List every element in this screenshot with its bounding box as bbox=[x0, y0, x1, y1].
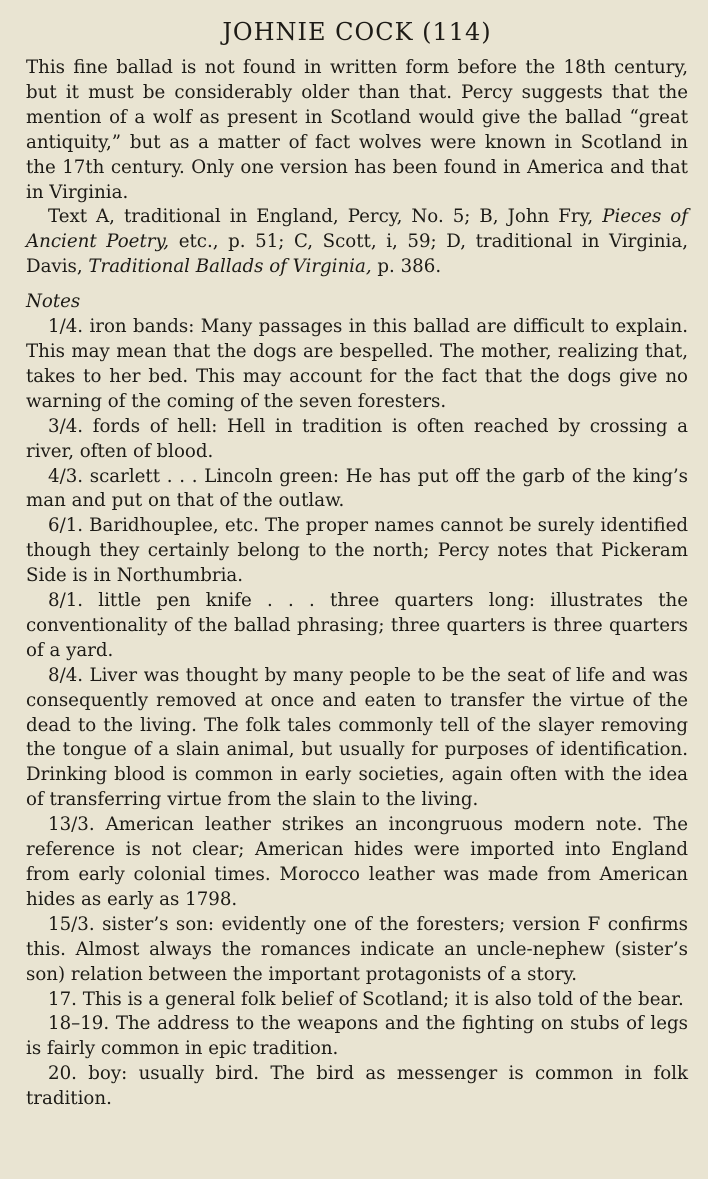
texts-title-davis: Traditional Ballads of Virginia, bbox=[88, 256, 372, 278]
note-17: 17. This is a general folk belief of Scotland; it is also told of the bear. bbox=[48, 988, 684, 1010]
note-8-1: 8/1. little pen knife . . . three quarters long: illustrates the conventionality of the ballad phrasing; three quarters is three quarters of a yard. bbox=[26, 590, 688, 661]
texts-part-2: etc., p. 51; C, Scott, i, 59; D, traditional in Virginia, Davis, bbox=[26, 231, 688, 278]
note-13-3: 13/3. American leather strikes an incongruous modern note. The reference is not clear; American hides were imported into England from early colonial times. Morocco leather was made from American hides as early as 1798. bbox=[26, 814, 688, 910]
notes-list bbox=[26, 315, 688, 1112]
intro-paragraph: This fine ballad is not found in written form before the 18th century, but it must be considerably older than that. Percy suggests that the mention of a wolf as present in Scotland would give the ballad “great antiquity,” but as a matter of fact wolves were known in Scotland in the 17th century. Only one version has been found in America and that in Virginia. bbox=[26, 57, 688, 203]
note-20: 20. boy: usually bird. The bird as messenger is common in folk tradition. bbox=[26, 1063, 688, 1110]
texts-part-3: p. 386. bbox=[371, 256, 442, 278]
note-18-19: 18–19. The address to the weapons and the fighting on stubs of legs is fairly common in epic tradition. bbox=[26, 1013, 688, 1060]
notes-heading: Notes bbox=[26, 291, 81, 313]
page-title: JOHNIE COCK (114) bbox=[222, 18, 492, 46]
note-4-3: 4/3. scarlett . . . Lincoln green: He has put off the garb of the king’s man and put on that of the outlaw. bbox=[26, 465, 688, 512]
note-15-3: 15/3. sister’s son: evidently one of the foresters; version F confirms this. Almost always the romances indicate an uncle-nephew (sister’s son) relation between the important protagonists of a story. bbox=[26, 913, 688, 985]
note-8-4: 8/4. Liver was thought by many people to be the seat of life and was consequently removed at once and eaten to transfer the virtue of the dead to the living. The folk tales commonly tell of the slayer removing the tongue of a slain animal, but usually for purposes of identification. Drinking blood is common in early societies, again often with the idea of transferring virtue from the slain to the living. bbox=[26, 664, 688, 811]
note-1-4: 1/4. iron bands: Many passages in this ballad are difficult to explain. This may mean that the dogs are bespelled. The mother, realizing that, takes to her bed. This may account for the fact that the dogs give no warning of the coming of the seven foresters. bbox=[26, 316, 688, 412]
texts-paragraph bbox=[26, 205, 688, 280]
texts-part-1: Text A, traditional in England, Percy, No. 5; B, John Fry, bbox=[48, 206, 603, 228]
note-6-1: 6/1. Baridhouplee, etc. The proper names cannot be surely identified though they certainly belong to the north; Percy notes that Pickeram Side is in Northumbria. bbox=[26, 515, 688, 587]
texts-title-pieces: Pieces of Ancient Poetry, bbox=[26, 206, 688, 253]
note-3-4: 3/4. fords of hell: Hell in tradition is often reached by crossing a river, often of blood. bbox=[26, 415, 688, 462]
